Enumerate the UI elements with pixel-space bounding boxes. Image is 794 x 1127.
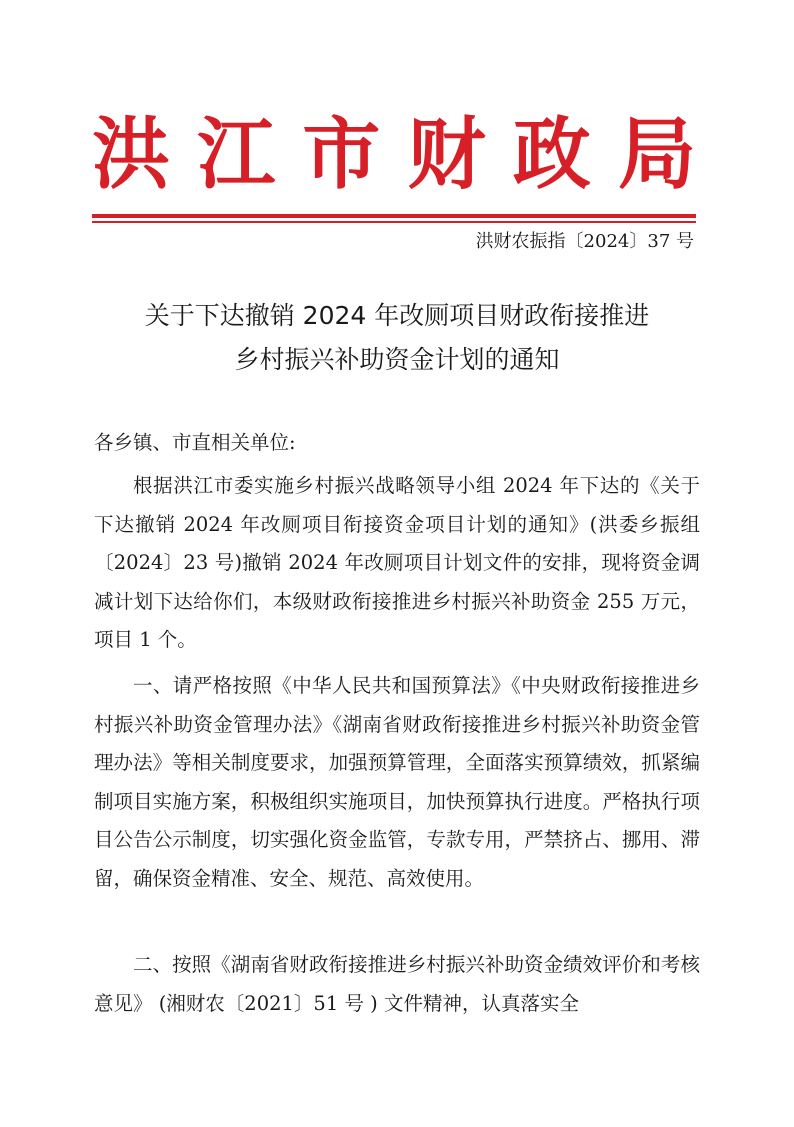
paragraph-3: 二、按照《湖南省财政衔接推进乡村振兴补助资金绩效评价和考核意见》 (湘财农〔2021〕51 号 ) 文件精神，认真落实全 <box>94 953 700 1015</box>
masthead-char: 政 <box>512 109 591 200</box>
paragraph-2: 一、请严格按照《中华人民共和国预算法》《中央财政衔接推进乡村振兴补助资金管理办法》《湖南省财政衔接推进乡村振兴补助资金管理办法》等相关制度要求，加强预算管理，全面落实预算绩效，抓紧编制项目实施方案，积极组织实施项目，加快预算执行进度。严格执行项目公告公示制度，切实强化资金监管，专款专用，严禁挤占、挪用、滞留，确保资金精准、安全、规范、高效使用。 <box>94 674 700 890</box>
document-number: 洪财农振指〔2024〕37 号 <box>475 231 694 252</box>
document-title-line1: 关于下达撤销 2024 年改厕项目财政衔接推进 <box>144 301 650 330</box>
masthead-title <box>92 105 696 205</box>
masthead-char: 财 <box>407 109 486 200</box>
masthead-rule-thick <box>92 214 696 218</box>
masthead-char: 局 <box>617 109 696 200</box>
masthead-char: 洪 <box>92 109 171 200</box>
salutation: 各乡镇、市直相关单位: <box>94 431 296 454</box>
masthead-rule-thin <box>92 221 696 223</box>
masthead-char: 江 <box>197 109 276 200</box>
paragraph-1: 根据洪江市委实施乡村振兴战略领导小组 2024 年下达的《关于下达撤销 2024 年改厕项目衔接资金项目计划的通知》(洪委乡振组〔2024〕23 号)撤销 2024 年改厕项目计划文件的安排，现将资金调减计划下达给你们，本级财政衔接推进乡村振兴补助资金 255 万元，项目 1 个。 <box>94 474 700 652</box>
document-title-line2: 乡村振兴补助资金计划的通知 <box>234 345 560 374</box>
masthead-char: 市 <box>302 109 381 200</box>
